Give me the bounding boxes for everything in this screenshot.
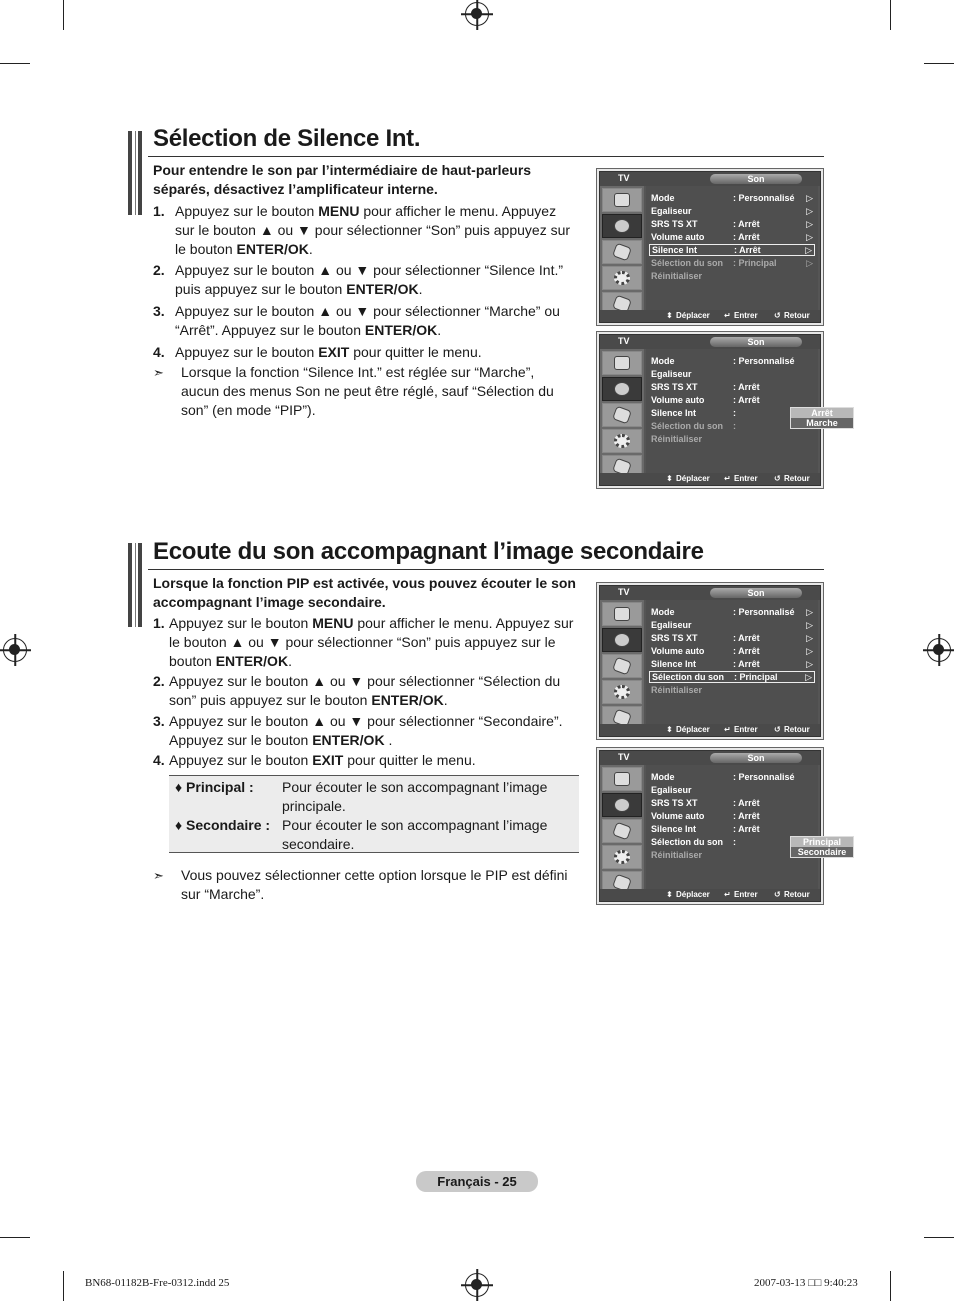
tv-menu-sidebar [600, 186, 644, 310]
menu-item[interactable]: Egaliseur ▷ [651, 206, 813, 216]
popup-option[interactable]: Marche [806, 418, 838, 428]
arrow-right-icon: ▷ [806, 659, 813, 669]
menu-category-icon[interactable] [602, 654, 642, 678]
registration-mark-icon [927, 638, 951, 662]
note-arrow-icon: ➣ [153, 868, 164, 883]
tv-menu-footer: ⬍ Déplacer ↵ Entrer ↺ Retour [600, 310, 820, 322]
option-row: ♦ Secondaire : Pour écouter le son accompagnant l’image secondaire. [175, 817, 548, 852]
section-lead: Lorsque la fonction PIP est activée, vous pouvez écouter le son accompagnant l’image secondaire. [153, 575, 576, 611]
note-arrow-icon: ➣ [153, 365, 164, 380]
arrow-right-icon: ▷ [806, 206, 813, 216]
option-popup [790, 836, 854, 858]
menu-category-icon[interactable] [602, 266, 642, 290]
crop-mark [924, 1237, 954, 1238]
crop-mark [890, 1271, 891, 1301]
menu-category-icon[interactable] [602, 793, 642, 817]
tv-menu-sidebar [600, 765, 644, 889]
arrow-right-icon: ▷ [806, 232, 813, 242]
return-icon: ↺ [774, 311, 781, 320]
menu-item[interactable]: Sélection du son : Principal ▷ [651, 258, 813, 268]
menu-item[interactable]: Mode : Personnalisé ▷ [651, 607, 813, 617]
tv-menu-list [646, 765, 847, 889]
step: 3. Appuyez sur le bouton ▲ ou ▼ pour sélectionner “Marche” ou “Arrêt”. Appuyez sur le bouton ENTER/OK. [153, 303, 560, 339]
tv-menu-footer: ⬍ Déplacer ↵ Entrer ↺ Retour [600, 889, 820, 901]
crop-mark [924, 63, 954, 64]
menu-item[interactable]: Sélection du son : [651, 421, 736, 431]
option-popup [790, 407, 854, 429]
popup-option[interactable]: Secondaire [797, 847, 847, 857]
section-rule [148, 156, 824, 157]
return-icon: ↺ [774, 725, 781, 734]
tv-label: TV [618, 336, 630, 346]
section-title: Sélection de Silence Int. [153, 125, 421, 152]
menu-category-icon[interactable] [602, 403, 642, 427]
popup-option[interactable]: Principal [791, 837, 853, 847]
registration-mark-icon [3, 638, 27, 662]
tv-menu-sidebar [600, 349, 644, 473]
tab-son[interactable]: Son [710, 174, 802, 184]
enter-icon: ↵ [724, 311, 731, 320]
menu-category-icon[interactable] [602, 188, 642, 212]
tv-menu [596, 168, 824, 326]
section-bar [128, 131, 142, 215]
tv-menu-header [600, 335, 820, 349]
step: 4. Appuyez sur le bouton EXIT pour quitter le menu. [153, 752, 476, 768]
arrow-right-icon: ▷ [806, 633, 813, 643]
menu-item[interactable]: SRS TS XT : Arrêt ▷ [651, 633, 813, 643]
menu-item[interactable]: Volume auto : Arrêt ▷ [651, 232, 813, 242]
menu-item[interactable]: Silence Int : Arrêt ▷ [651, 659, 813, 669]
tv-label: TV [618, 173, 630, 183]
section-lead: Pour entendre le son par l’intermédiaire de haut-parleurs séparés, désactivez l’amplificateur interne. [153, 162, 532, 198]
menu-item[interactable]: Sélection du son : Principal ▷ [649, 671, 815, 683]
menu-item[interactable]: SRS TS XT : Arrêt ▷ [651, 219, 813, 229]
menu-item[interactable]: Sélection du son : [651, 837, 736, 847]
menu-category-icon[interactable] [602, 214, 642, 238]
return-icon: ↺ [774, 890, 781, 899]
option-row: ♦ Principal : Pour écouter le son accompagnant l’image principale. [175, 779, 548, 814]
move-icon: ⬍ [666, 311, 673, 320]
tv-menu [596, 582, 824, 740]
arrow-right-icon: ▷ [806, 193, 813, 203]
menu-category-icon[interactable] [602, 845, 642, 869]
crop-mark [63, 0, 64, 30]
menu-item[interactable]: Réinitialiser [651, 685, 703, 695]
menu-item[interactable]: Volume auto : Arrêt [651, 811, 760, 821]
return-icon: ↺ [774, 474, 781, 483]
tv-menu [596, 747, 847, 905]
tab-son[interactable]: Son [710, 753, 802, 763]
menu-item[interactable]: SRS TS XT : Arrêt [651, 382, 760, 392]
menu-item[interactable]: Egaliseur [651, 785, 692, 795]
tv-menu-header [600, 586, 820, 600]
menu-category-icon[interactable] [602, 429, 642, 453]
menu-item[interactable]: Mode : Personnalisé ▷ [651, 193, 813, 203]
tab-son[interactable]: Son [710, 588, 802, 598]
crop-mark [63, 1271, 64, 1301]
menu-category-icon[interactable] [602, 240, 642, 264]
section-title: Ecoute du son accompagnant l’image secondaire [153, 538, 704, 565]
tv-menu-list [646, 600, 818, 724]
tv-label: TV [618, 587, 630, 597]
tv-menu-sidebar [600, 600, 644, 724]
crop-mark [890, 0, 891, 30]
arrow-right-icon: ▷ [806, 620, 813, 630]
menu-item[interactable]: Egaliseur ▷ [651, 620, 813, 630]
enter-icon: ↵ [724, 474, 731, 483]
menu-category-icon[interactable] [602, 819, 642, 843]
arrow-right-icon: ▷ [806, 646, 813, 656]
menu-item[interactable]: Silence Int : Arrêt [651, 824, 760, 834]
menu-item[interactable]: SRS TS XT : Arrêt [651, 798, 760, 808]
section-bar [128, 543, 142, 627]
section-rule [148, 569, 824, 570]
menu-category-icon[interactable] [602, 377, 642, 401]
menu-item[interactable]: Egaliseur [651, 369, 692, 379]
crop-mark [0, 1237, 30, 1238]
menu-item[interactable]: Volume auto : Arrêt ▷ [651, 646, 813, 656]
registration-mark-icon [465, 2, 489, 26]
footer-date: 2007-03-13 □□ 9:40:23 [754, 1277, 858, 1289]
tv-menu-list [646, 349, 838, 473]
menu-item[interactable]: Volume auto : Arrêt [651, 395, 760, 405]
menu-category-icon[interactable] [602, 680, 642, 704]
step: 1. Appuyez sur le bouton MENU pour afficher le menu. Appuyez sur le bouton ▲ ou ▼ pour sélectionner “Son” puis appuyez sur le bouton ENTER/OK. [153, 203, 571, 258]
registration-mark-icon [465, 1273, 489, 1297]
step: 2. Appuyez sur le bouton ▲ ou ▼ pour sélectionner “Sélection du son” puis appuyez sur le bouton ENTER/OK. [153, 673, 561, 709]
move-icon: ⬍ [666, 890, 673, 899]
tv-menu [596, 331, 838, 489]
tv-menu-footer: ⬍ Déplacer ↵ Entrer ↺ Retour [600, 473, 820, 485]
move-icon: ⬍ [666, 474, 673, 483]
menu-category-icon[interactable] [602, 767, 642, 791]
options-table [169, 775, 579, 853]
tv-label: TV [618, 752, 630, 762]
arrow-right-icon: ▷ [805, 245, 812, 255]
menu-category-icon[interactable] [602, 602, 642, 626]
menu-item[interactable]: Silence Int : [651, 408, 736, 418]
move-icon: ⬍ [666, 725, 673, 734]
footer-file: BN68-01182B-Fre-0312.indd 25 [85, 1277, 230, 1289]
tv-menu-footer: ⬍ Déplacer ↵ Entrer ↺ Retour [600, 724, 820, 736]
menu-category-icon[interactable] [602, 351, 642, 375]
enter-icon: ↵ [724, 725, 731, 734]
step: 2. Appuyez sur le bouton ▲ ou ▼ pour sélectionner “Silence Int.” puis appuyez sur le bouton ENTER/OK. [153, 262, 564, 298]
step: 1. Appuyez sur le bouton MENU pour afficher le menu. Appuyez sur le bouton ▲ ou ▼ pour sélectionner “Son” puis appuyez sur le bouton ENTER/OK. [153, 615, 574, 670]
menu-item[interactable]: Réinitialiser [651, 850, 703, 860]
menu-item[interactable]: Mode : Personnalisé [651, 772, 795, 782]
arrow-right-icon: ▷ [805, 672, 812, 682]
menu-item[interactable]: Réinitialiser [651, 271, 703, 281]
menu-category-icon[interactable] [602, 628, 642, 652]
step: 3. Appuyez sur le bouton ▲ ou ▼ pour sélectionner “Secondaire”. Appuyez sur le bouton ENTER/OK . [153, 713, 563, 749]
menu-item[interactable]: Mode : Personnalisé [651, 356, 795, 366]
enter-icon: ↵ [724, 890, 731, 899]
menu-item[interactable]: Silence Int : Arrêt ▷ [649, 244, 815, 256]
step: 4. Appuyez sur le bouton EXIT pour quitter le menu. [153, 344, 482, 360]
page-number: Français - 25 [416, 1171, 538, 1192]
tv-menu-header [600, 172, 820, 186]
arrow-right-icon: ▷ [806, 219, 813, 229]
popup-option[interactable]: Arrêt [791, 408, 853, 418]
crop-mark [0, 63, 30, 64]
tv-menu-list [646, 186, 818, 310]
arrow-right-icon: ▷ [806, 607, 813, 617]
arrow-right-icon: ▷ [806, 258, 813, 268]
tab-son[interactable]: Son [710, 337, 802, 347]
menu-item[interactable]: Réinitialiser [651, 434, 703, 444]
tv-menu-header [600, 751, 820, 765]
